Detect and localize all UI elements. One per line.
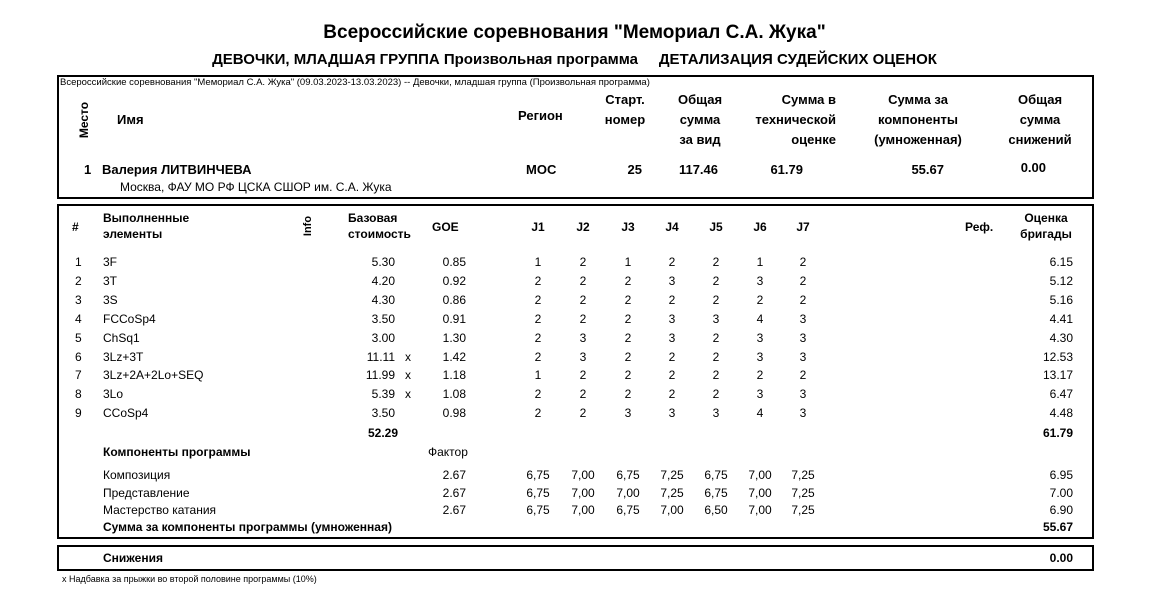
component-factor: 2.67 (442, 485, 466, 500)
skater-tech: 61.79 (770, 162, 803, 177)
judge-score: 2 (579, 406, 587, 421)
element-base-value: 4.30 (371, 292, 395, 307)
judge-score: 2 (712, 292, 720, 307)
element-bonus-mark: x (405, 368, 411, 383)
table-row (0, 484, 1149, 502)
component-score: 6.95 (1049, 468, 1073, 482)
element-bonus-mark: x (405, 387, 411, 402)
judge-score: 2 (712, 255, 720, 269)
element-code: 3Lo (103, 387, 124, 402)
judge-score: 3 (712, 311, 720, 326)
page-subtitle (0, 51, 1149, 68)
element-code: ChSq1 (103, 330, 140, 345)
comp-sum-label: Сумма за компоненты программы (умноженная) (103, 520, 392, 534)
component-name: Представление (103, 485, 190, 500)
table-row (0, 404, 1149, 422)
judge-header: J7 (796, 220, 810, 234)
table-row (0, 253, 1149, 271)
judge-score: 2 (624, 349, 632, 364)
base-total: 52.29 (367, 426, 398, 440)
judge-score: 3 (756, 273, 764, 288)
element-code: CCoSp4 (103, 406, 149, 421)
table-row (0, 272, 1149, 290)
element-number: 6 (75, 349, 82, 364)
el-header-elements: Выполненные элементы (103, 211, 190, 241)
judge-score: 2 (799, 292, 807, 307)
table-row (0, 310, 1149, 328)
skater-start-no: 25 (627, 162, 642, 177)
judge-score: 1 (756, 255, 764, 269)
el-header-panel: Оценка бригады (1020, 211, 1072, 241)
element-goe: 0.85 (442, 255, 466, 269)
judge-score: 3 (668, 311, 676, 326)
judge-header: J4 (665, 220, 679, 234)
element-code: 3Lz+3T (103, 349, 144, 364)
element-number: 4 (75, 311, 82, 326)
header-tech: Сумма в технической оценке (755, 92, 836, 147)
judge-score: 7,25 (791, 485, 815, 500)
header-start-no: Старт. номер (604, 92, 646, 127)
component-score: 6.90 (1049, 503, 1073, 518)
element-code: 3F (103, 255, 118, 269)
skater-total: 117.46 (678, 162, 718, 177)
table-row (0, 466, 1149, 484)
element-number: 2 (75, 273, 82, 288)
judge-score: 2 (799, 255, 807, 269)
judge-score: 4 (756, 311, 764, 326)
element-panel-score: 4.30 (1049, 330, 1073, 345)
skater-deductions: 0.00 (1020, 160, 1046, 175)
el-header-num: # (72, 220, 79, 234)
element-goe: 1.08 (442, 387, 466, 402)
page-title: Всероссийские соревнования "Мемориал С.А. Жука" (323, 22, 826, 43)
element-goe: 1.42 (442, 349, 466, 364)
judge-score: 2 (534, 330, 542, 345)
element-number: 1 (75, 255, 82, 269)
judge-header: J6 (753, 220, 767, 234)
table-row (0, 329, 1149, 347)
judge-header: J3 (621, 220, 635, 234)
element-panel-score: 4.41 (1049, 311, 1073, 326)
element-base-value: 4.20 (371, 273, 395, 288)
judge-score: 2 (756, 368, 764, 383)
judge-score: 2 (534, 273, 542, 288)
judge-score: 3 (756, 349, 764, 364)
element-number: 5 (75, 330, 82, 345)
element-number: 7 (75, 368, 82, 383)
el-header-base: Базовая стоимость (348, 211, 411, 241)
judge-score: 6,75 (526, 468, 550, 482)
comp-sum-value: 55.67 (1042, 520, 1073, 534)
judge-score: 2 (534, 387, 542, 402)
table-row (0, 348, 1149, 366)
judge-score: 2 (534, 311, 542, 326)
judge-score: 2 (799, 273, 807, 288)
judge-header: J1 (531, 220, 545, 234)
judge-score: 3 (799, 406, 807, 421)
judge-header: J2 (576, 220, 590, 234)
judge-score: 2 (579, 387, 587, 402)
element-base-value: 3.50 (371, 311, 395, 326)
element-panel-score: 6.47 (1049, 387, 1073, 402)
judge-score: 2 (668, 349, 676, 364)
judge-score: 2 (534, 292, 542, 307)
judge-score: 3 (712, 406, 720, 421)
judge-score: 2 (756, 292, 764, 307)
judge-score: 3 (579, 330, 587, 345)
judge-score: 7,25 (660, 485, 684, 500)
judge-score: 7,00 (571, 503, 595, 518)
skater-club: Москва, ФАУ МО РФ ЦСКА СШОР им. С.А. Жука (120, 180, 392, 194)
element-goe: 1.18 (442, 368, 466, 383)
judge-score: 6,75 (704, 468, 728, 482)
header-comp: Сумма за компоненты (умноженная) (874, 92, 962, 147)
element-base-value: 5.39 (371, 387, 395, 402)
component-name: Мастерство катания (103, 503, 217, 518)
judge-score: 7,00 (616, 485, 640, 500)
element-goe: 0.92 (442, 273, 466, 288)
judge-score: 7,25 (660, 468, 684, 482)
component-factor: 2.67 (442, 503, 466, 518)
element-goe: 0.86 (442, 292, 466, 307)
judge-score: 2 (668, 368, 676, 383)
judge-score: 3 (756, 330, 764, 345)
element-base-value: 11.99 (365, 368, 395, 383)
judge-score: 1 (624, 255, 632, 269)
judge-score: 7,00 (748, 503, 772, 518)
judge-score: 3 (756, 387, 764, 402)
judge-score: 6,75 (616, 503, 640, 518)
subtitle-left: ДЕВОЧКИ, МЛАДШАЯ ГРУППА Произвольная программа (212, 51, 639, 68)
element-code: 3T (103, 273, 118, 288)
skater-place: 1 (84, 162, 92, 177)
element-code: 3S (103, 292, 118, 307)
judge-score: 2 (712, 349, 720, 364)
judge-score: 2 (712, 330, 720, 345)
judge-score: 3 (799, 311, 807, 326)
element-panel-score: 12.53 (1042, 349, 1073, 364)
judge-score: 6,75 (704, 485, 728, 500)
judge-score: 2 (534, 406, 542, 421)
deductions-row (0, 549, 1149, 567)
tech-total: 61.79 (1042, 426, 1073, 440)
judge-score: 7,00 (748, 468, 772, 482)
element-base-value: 3.00 (371, 330, 395, 345)
element-code: FCCoSp4 (103, 311, 156, 326)
element-number: 3 (75, 292, 82, 307)
element-code: 3Lz+2A+2Lo+SEQ (103, 368, 204, 383)
judge-score: 2 (534, 349, 542, 364)
el-header-goe: GOE (432, 220, 459, 234)
component-factor: 2.67 (442, 468, 466, 482)
table-row (0, 366, 1149, 384)
element-number: 8 (75, 387, 82, 402)
factor-label: Фактор (428, 445, 468, 459)
deductions-value: 0.00 (1049, 551, 1073, 565)
judge-score: 2 (579, 368, 587, 383)
header-total: Общая сумма за вид (677, 92, 723, 147)
judge-score: 7,00 (571, 468, 595, 482)
element-goe: 0.98 (442, 406, 466, 421)
judge-score: 7,00 (571, 485, 595, 500)
judge-score: 2 (579, 311, 587, 326)
element-goe: 0.91 (442, 311, 466, 326)
judge-score: 2 (668, 387, 676, 402)
skater-region: МОС (526, 162, 557, 177)
components-header-row (0, 443, 1149, 461)
judge-header: J5 (709, 220, 723, 234)
element-panel-score: 4.48 (1049, 406, 1073, 421)
element-panel-score: 6.15 (1049, 255, 1073, 269)
judge-score: 1 (534, 368, 542, 383)
judge-score: 6,75 (616, 468, 640, 482)
table-row (0, 385, 1149, 403)
judge-score: 3 (799, 387, 807, 402)
judge-score: 2 (579, 273, 587, 288)
event-caption: Всероссийские соревнования "Мемориал С.А. Жука" (09.03.2023-13.03.2023) -- Девочки, младшая группа (Произвольная программа) (60, 77, 650, 88)
judge-score: 2 (624, 387, 632, 402)
judge-score: 7,00 (748, 485, 772, 500)
judge-score: 2 (668, 292, 676, 307)
element-base-value: 11.11 (366, 349, 395, 364)
judge-score: 4 (756, 406, 764, 421)
element-base-value: 5.30 (371, 255, 395, 269)
judge-score: 2 (579, 255, 587, 269)
judge-score: 3 (579, 349, 587, 364)
element-panel-score: 5.12 (1049, 273, 1073, 288)
subtitle-right: ДЕТАЛИЗАЦИЯ СУДЕЙСКИХ ОЦЕНОК (658, 51, 937, 68)
header-region: Регион (518, 108, 563, 123)
el-header-ref: Реф. (965, 220, 994, 234)
header-name: Имя (117, 112, 144, 127)
judge-score: 3 (799, 349, 807, 364)
judge-score: 2 (624, 292, 632, 307)
judge-score: 2 (712, 273, 720, 288)
header-deductions: Общая сумма снижений (1008, 92, 1072, 147)
header-place: Место (77, 101, 91, 139)
component-score: 7.00 (1049, 485, 1073, 500)
judge-score: 2 (624, 368, 632, 383)
element-bonus-mark: x (405, 349, 411, 364)
comp-sum-row (0, 518, 1149, 536)
judge-score: 2 (579, 292, 587, 307)
judge-score: 2 (799, 368, 807, 383)
judge-score: 6,75 (526, 503, 550, 518)
judge-score: 3 (668, 330, 676, 345)
element-base-value: 3.50 (371, 406, 395, 421)
component-name: Композиция (103, 468, 171, 482)
judge-score: 7,25 (791, 468, 815, 482)
skater-name: Валерия ЛИТВИНЧЕВА (102, 162, 252, 177)
judge-score: 2 (624, 273, 632, 288)
judge-score: 2 (624, 330, 632, 345)
el-header-info: Info (302, 215, 314, 237)
deductions-label: Снижения (103, 551, 163, 565)
judge-score: 3 (668, 406, 676, 421)
components-label: Компоненты программы (103, 445, 251, 459)
judge-score: 2 (668, 255, 676, 269)
element-panel-score: 13.17 (1042, 368, 1073, 383)
footnote: x Надбавка за прыжки во второй половине программы (10%) (62, 574, 317, 584)
judge-score: 2 (712, 368, 720, 383)
table-row (0, 501, 1149, 519)
element-number: 9 (75, 406, 82, 421)
judge-score: 1 (534, 255, 542, 269)
table-row (0, 291, 1149, 309)
element-panel-score: 5.16 (1049, 292, 1073, 307)
judge-score: 6,75 (526, 485, 550, 500)
judge-score: 7,00 (660, 503, 684, 518)
judge-score: 2 (624, 311, 632, 326)
element-goe: 1.30 (442, 330, 466, 345)
judge-score: 6,50 (704, 503, 728, 518)
judge-score: 2 (712, 387, 720, 402)
skater-comp: 55.67 (911, 162, 944, 177)
judge-score: 3 (799, 330, 807, 345)
judge-score: 7,25 (791, 503, 815, 518)
base-total-row (0, 424, 1149, 442)
judge-score: 3 (668, 273, 676, 288)
judge-score: 3 (624, 406, 632, 421)
